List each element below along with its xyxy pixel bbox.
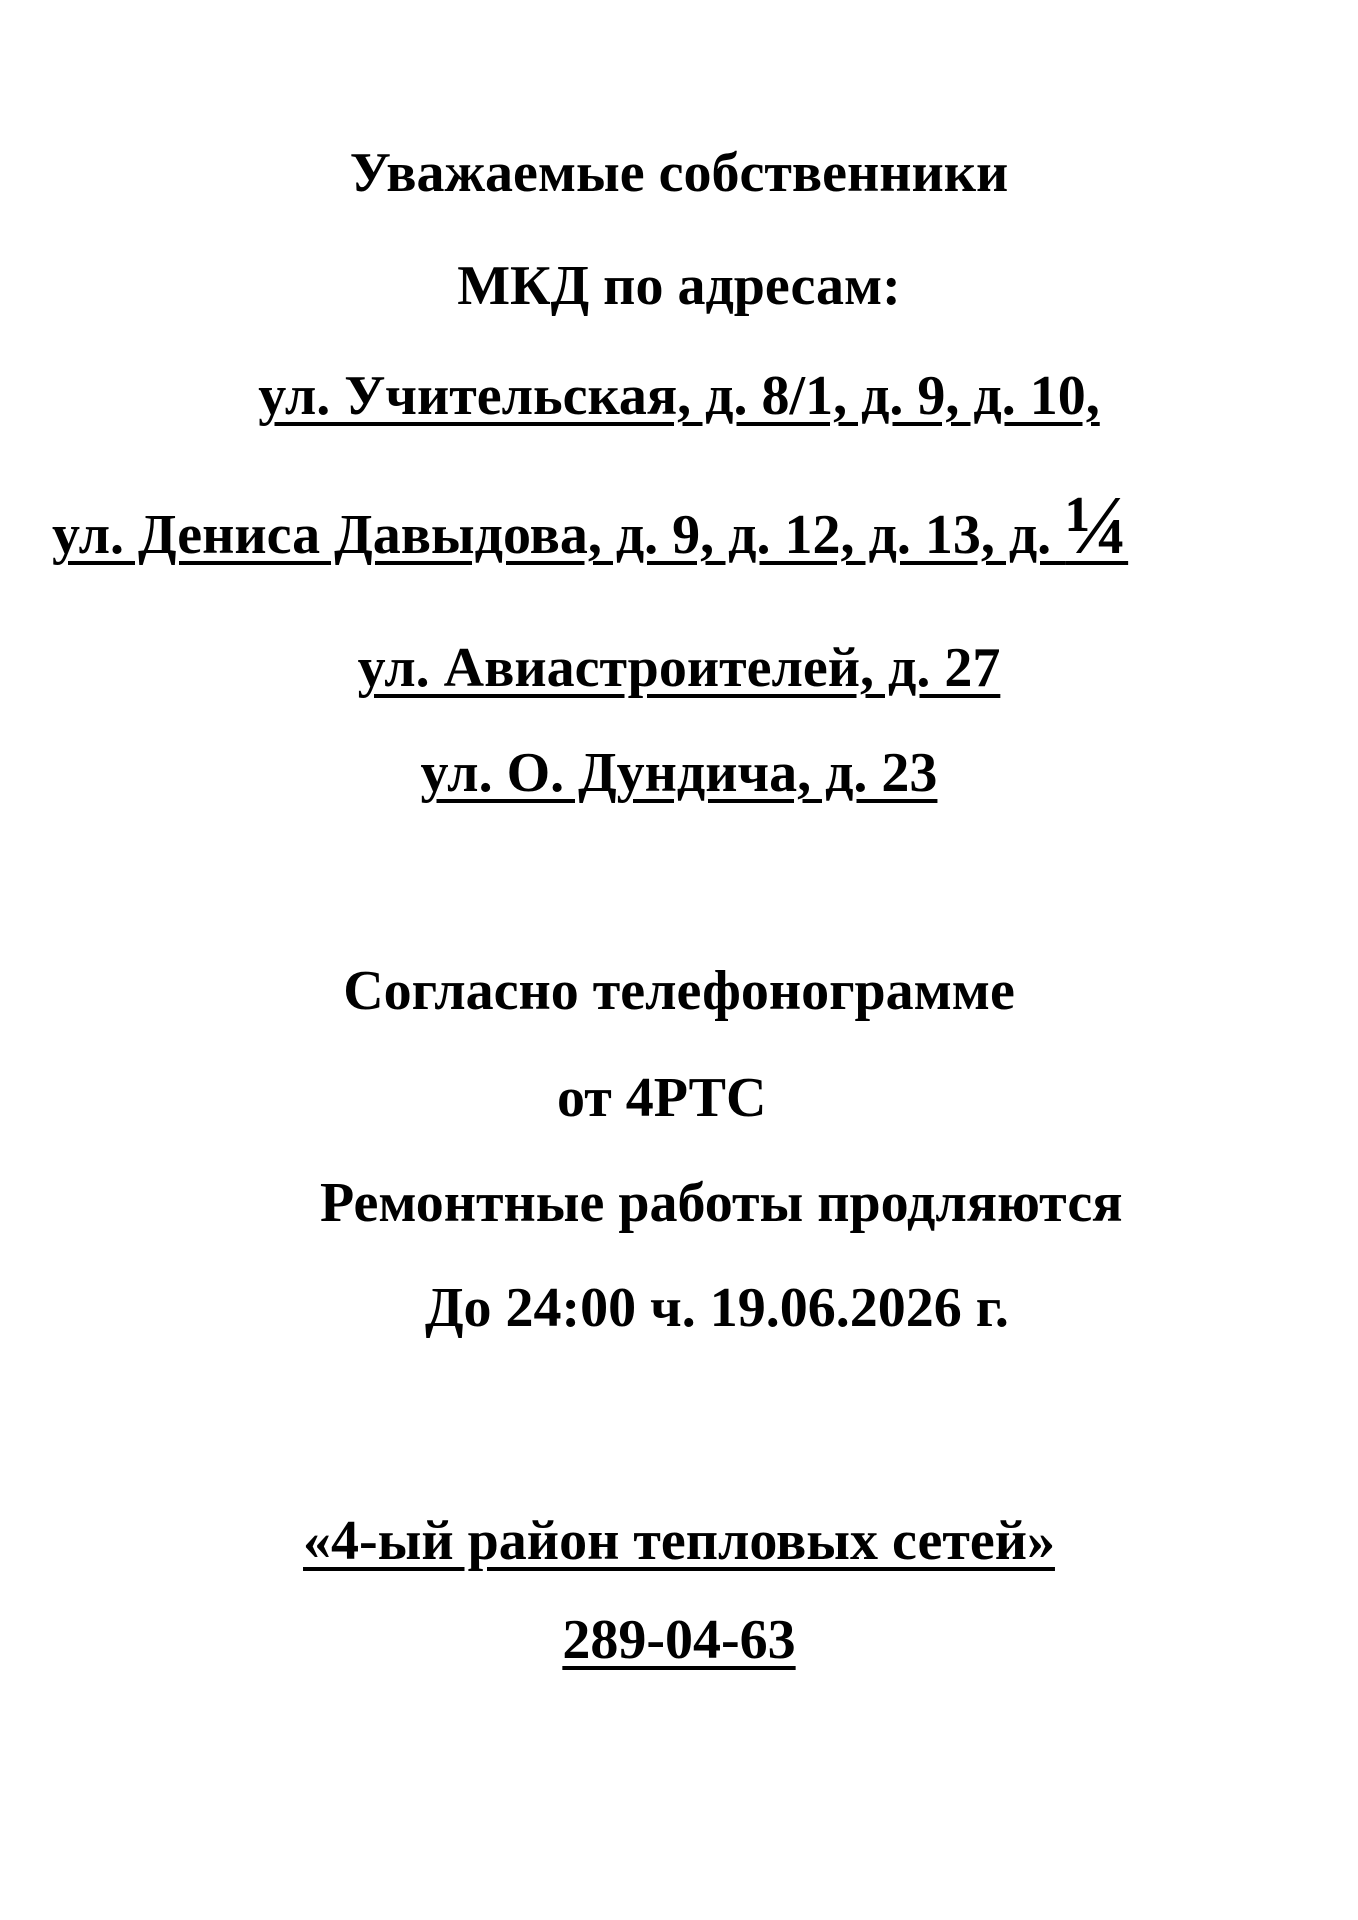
message-line-2: от 4РТС: [557, 1067, 767, 1129]
address-line-4: [0, 742, 1358, 804]
address-line-1: [0, 365, 1358, 427]
address-davydova-fraction: ¼: [1065, 479, 1129, 572]
greeting-line-1: Уважаемые собственники: [349, 142, 1009, 204]
message-line-4: До 24:00 ч. 19.06.2026 г.: [425, 1277, 1009, 1339]
organization-name: «4-ый район тепловых сетей»: [303, 1510, 1055, 1572]
phone-line: [0, 1609, 1358, 1671]
address-line-2: [52, 479, 1129, 572]
address-dundicha: ул. О. Дундича, д. 23: [420, 742, 938, 804]
message-line-3: Ремонтные работы продляются: [320, 1172, 1123, 1234]
address-line-3: [0, 637, 1358, 699]
address-davydova-text: ул. Дениса Давыдова, д. 9, д. 12, д. 13, д.: [52, 504, 1066, 566]
address-aviastroiteley: ул. Авиастроителей, д. 27: [357, 637, 1001, 699]
greeting-line-2: МКД по адресам:: [457, 255, 901, 317]
address-davydova: [52, 479, 1129, 572]
phone-number: 289-04-63: [562, 1609, 796, 1671]
address-uchitelskaya: ул. Учительская, д. 8/1, д. 9, д. 10,: [258, 365, 1100, 427]
message-line-1: Согласно телефонограмме: [343, 960, 1015, 1022]
organization-line: [0, 1510, 1358, 1572]
